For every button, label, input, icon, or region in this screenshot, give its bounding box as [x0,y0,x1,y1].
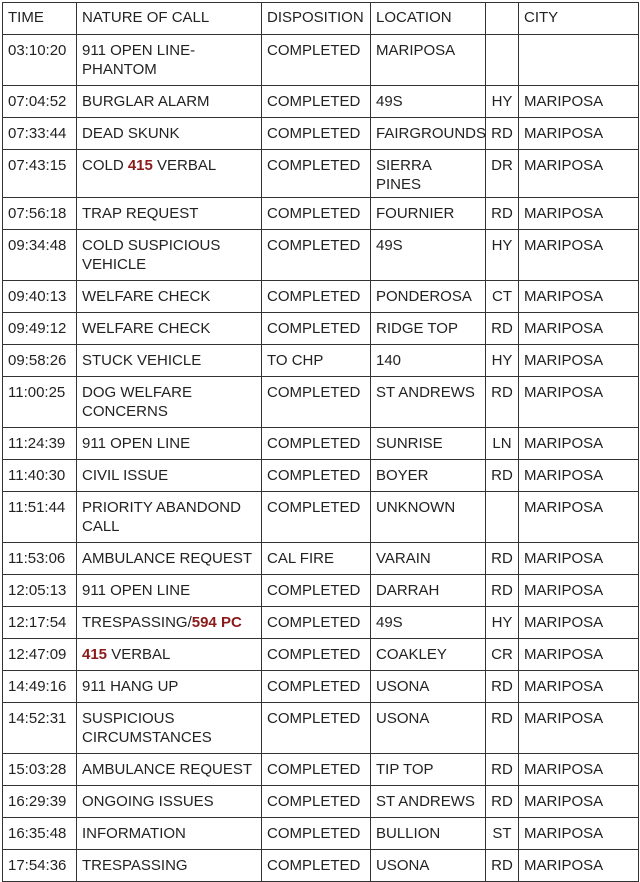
nature-text: BURGLAR ALARM [82,93,210,110]
cell-time: 12:17:54 [3,607,77,639]
nature-text: COLD [82,157,128,174]
cell-location-suffix: RD [486,786,519,818]
cell-nature-of-call [77,345,262,377]
nature-text: 911 OPEN LINE [82,582,191,599]
cell-location-suffix [486,35,519,86]
table-row [3,850,639,882]
nature-text: 911 OPEN LINE [82,435,191,452]
cell-city: MARIPOSA [519,754,639,786]
cell-time: 16:29:39 [3,786,77,818]
cell-location: USONA [371,703,486,754]
nature-text: STUCK VEHICLE [82,352,202,369]
cell-city: MARIPOSA [519,575,639,607]
table-row [3,460,639,492]
nature-text: CIVIL ISSUE [82,467,169,484]
cell-location-suffix: RD [486,377,519,428]
cell-nature-of-call [77,281,262,313]
cell-time: 07:04:52 [3,86,77,118]
cell-location-suffix: HY [486,345,519,377]
cell-time: 09:58:26 [3,345,77,377]
cell-city: MARIPOSA [519,460,639,492]
cell-location-suffix: RD [486,703,519,754]
cell-disposition: COMPLETED [262,198,371,230]
table-row [3,818,639,850]
cell-nature-of-call [77,703,262,754]
cell-time: 12:47:09 [3,639,77,671]
cell-time: 11:51:44 [3,492,77,543]
cell-disposition: COMPLETED [262,86,371,118]
nature-text: TRESPASSING/ [82,614,192,631]
cell-time: 11:24:39 [3,428,77,460]
cell-nature-of-call [77,313,262,345]
cell-nature-of-call [77,607,262,639]
cell-location-suffix: ST [486,818,519,850]
cell-disposition: COMPLETED [262,35,371,86]
nature-text: TRESPASSING [82,857,188,874]
nature-text: TRAP REQUEST [82,205,199,222]
cell-city: MARIPOSA [519,703,639,754]
cell-nature-of-call [77,118,262,150]
cell-disposition: COMPLETED [262,428,371,460]
nature-text: COLD SUSPICIOUS VEHICLE [82,237,221,273]
cell-location-suffix: DR [486,150,519,198]
header-location: LOCATION [371,3,486,35]
cell-location-suffix: RD [486,850,519,882]
header-disposition: DISPOSITION [262,3,371,35]
cell-location-suffix: HY [486,230,519,281]
cell-disposition: COMPLETED [262,460,371,492]
cell-location: ST ANDREWS [371,786,486,818]
cell-city: MARIPOSA [519,86,639,118]
nature-text: INFORMATION [82,825,186,842]
cell-disposition: COMPLETED [262,639,371,671]
cell-time: 07:43:15 [3,150,77,198]
cell-nature-of-call [77,786,262,818]
cell-location: FOURNIER [371,198,486,230]
nature-text: AMBULANCE REQUEST [82,761,253,778]
nature-text: DOG WELFARE CONCERNS [82,384,193,420]
table-row [3,754,639,786]
cell-time: 12:05:13 [3,575,77,607]
table-row [3,492,639,543]
table-row [3,198,639,230]
cell-nature-of-call [77,850,262,882]
cell-disposition: COMPLETED [262,703,371,754]
cell-disposition: COMPLETED [262,575,371,607]
table-row [3,35,639,86]
nature-text: ONGOING ISSUES [82,793,214,810]
cell-disposition: COMPLETED [262,150,371,198]
cell-city: MARIPOSA [519,230,639,281]
cell-location: UNKNOWN [371,492,486,543]
nature-text: AMBULANCE REQUEST [82,550,253,567]
table-row [3,703,639,754]
cell-location-suffix: HY [486,86,519,118]
nature-text: WELFARE CHECK [82,288,211,305]
cell-location: 49S [371,607,486,639]
cell-location-suffix: RD [486,671,519,703]
table-row [3,281,639,313]
table-row [3,345,639,377]
cell-location-suffix: RD [486,543,519,575]
nature-text: PRIORITY ABANDOND CALL [82,499,241,535]
highlighted-code: 415 [82,646,108,663]
cell-location-suffix: RD [486,198,519,230]
highlighted-code: 594 PC [191,614,242,631]
cell-nature-of-call [77,671,262,703]
cell-location: PONDEROSA [371,281,486,313]
cell-location: RIDGE TOP [371,313,486,345]
cell-location: BOYER [371,460,486,492]
cell-location-suffix: RD [486,313,519,345]
cell-nature-of-call [77,150,262,198]
cell-city: MARIPOSA [519,150,639,198]
cell-disposition: COMPLETED [262,118,371,150]
cell-location: COAKLEY [371,639,486,671]
cell-disposition: COMPLETED [262,786,371,818]
cell-time: 16:35:48 [3,818,77,850]
cell-city: MARIPOSA [519,377,639,428]
cell-location: ST ANDREWS [371,377,486,428]
cell-disposition: COMPLETED [262,754,371,786]
cell-city: MARIPOSA [519,198,639,230]
cell-time: 07:33:44 [3,118,77,150]
cell-nature-of-call [77,754,262,786]
cell-time: 03:10:20 [3,35,77,86]
cell-time: 11:53:06 [3,543,77,575]
table-row [3,607,639,639]
cell-location-suffix: CT [486,281,519,313]
cell-city: MARIPOSA [519,850,639,882]
cell-disposition: COMPLETED [262,818,371,850]
cell-location-suffix: RD [486,575,519,607]
cell-disposition: COMPLETED [262,850,371,882]
cell-nature-of-call [77,460,262,492]
cell-location: BULLION [371,818,486,850]
cell-location-suffix: HY [486,607,519,639]
call-log-table [2,2,639,882]
cell-time: 09:49:12 [3,313,77,345]
cell-time: 11:00:25 [3,377,77,428]
nature-text: SUSPICIOUS CIRCUMSTANCES [82,710,212,746]
cell-city: MARIPOSA [519,492,639,543]
nature-text: 911 HANG UP [82,678,179,695]
cell-city: MARIPOSA [519,671,639,703]
call-log-body [3,35,639,882]
cell-location-suffix: RD [486,460,519,492]
table-row [3,377,639,428]
header-row [3,3,639,35]
highlighted-code: 415 [127,157,153,174]
cell-location: 49S [371,230,486,281]
cell-disposition: CAL FIRE [262,543,371,575]
table-row [3,543,639,575]
cell-city: MARIPOSA [519,607,639,639]
cell-nature-of-call [77,428,262,460]
table-row [3,786,639,818]
cell-location: TIP TOP [371,754,486,786]
header-time: TIME [3,3,77,35]
table-row [3,575,639,607]
cell-location-suffix: RD [486,118,519,150]
cell-location: 140 [371,345,486,377]
cell-disposition: COMPLETED [262,607,371,639]
cell-nature-of-call [77,377,262,428]
cell-location-suffix: CR [486,639,519,671]
cell-location: DARRAH [371,575,486,607]
table-row [3,86,639,118]
cell-city: MARIPOSA [519,313,639,345]
cell-time: 09:34:48 [3,230,77,281]
nature-text: VERBAL [107,646,171,663]
cell-city: MARIPOSA [519,786,639,818]
cell-nature-of-call [77,86,262,118]
cell-city: MARIPOSA [519,818,639,850]
table-row [3,428,639,460]
cell-city: MARIPOSA [519,345,639,377]
cell-city: MARIPOSA [519,639,639,671]
cell-location: SIERRA PINES [371,150,486,198]
cell-disposition: COMPLETED [262,671,371,703]
cell-time: 17:54:36 [3,850,77,882]
cell-location: SUNRISE [371,428,486,460]
cell-location-suffix: RD [486,754,519,786]
cell-nature-of-call [77,35,262,86]
header-location-suffix [486,3,519,35]
cell-nature-of-call [77,492,262,543]
cell-time: 07:56:18 [3,198,77,230]
table-row [3,230,639,281]
cell-nature-of-call [77,575,262,607]
cell-city: MARIPOSA [519,118,639,150]
cell-location-suffix [486,492,519,543]
cell-nature-of-call [77,198,262,230]
nature-text: VERBAL [152,157,217,174]
cell-location: USONA [371,671,486,703]
table-row [3,671,639,703]
table-row [3,639,639,671]
nature-text: DEAD SKUNK [82,125,180,142]
cell-nature-of-call [77,818,262,850]
cell-city: MARIPOSA [519,281,639,313]
cell-nature-of-call [77,543,262,575]
table-row [3,150,639,198]
cell-location: 49S [371,86,486,118]
nature-text: WELFARE CHECK [82,320,211,337]
cell-city: MARIPOSA [519,543,639,575]
cell-location: USONA [371,850,486,882]
cell-time: 14:49:16 [3,671,77,703]
cell-time: 09:40:13 [3,281,77,313]
nature-text: 911 OPEN LINE-PHANTOM [82,42,196,78]
cell-disposition: COMPLETED [262,281,371,313]
cell-nature-of-call [77,230,262,281]
header-city: CITY [519,3,639,35]
cell-city: MARIPOSA [519,428,639,460]
table-row [3,313,639,345]
cell-city [519,35,639,86]
header-nature-of-call: NATURE OF CALL [77,3,262,35]
cell-time: 11:40:30 [3,460,77,492]
cell-disposition: COMPLETED [262,377,371,428]
cell-location: MARIPOSA [371,35,486,86]
cell-disposition: COMPLETED [262,313,371,345]
cell-location-suffix: LN [486,428,519,460]
cell-location: VARAIN [371,543,486,575]
cell-disposition: COMPLETED [262,230,371,281]
cell-nature-of-call [77,639,262,671]
cell-disposition: TO CHP [262,345,371,377]
cell-time: 15:03:28 [3,754,77,786]
cell-location: FAIRGROUNDS [371,118,486,150]
cell-disposition: COMPLETED [262,492,371,543]
table-row [3,118,639,150]
cell-time: 14:52:31 [3,703,77,754]
